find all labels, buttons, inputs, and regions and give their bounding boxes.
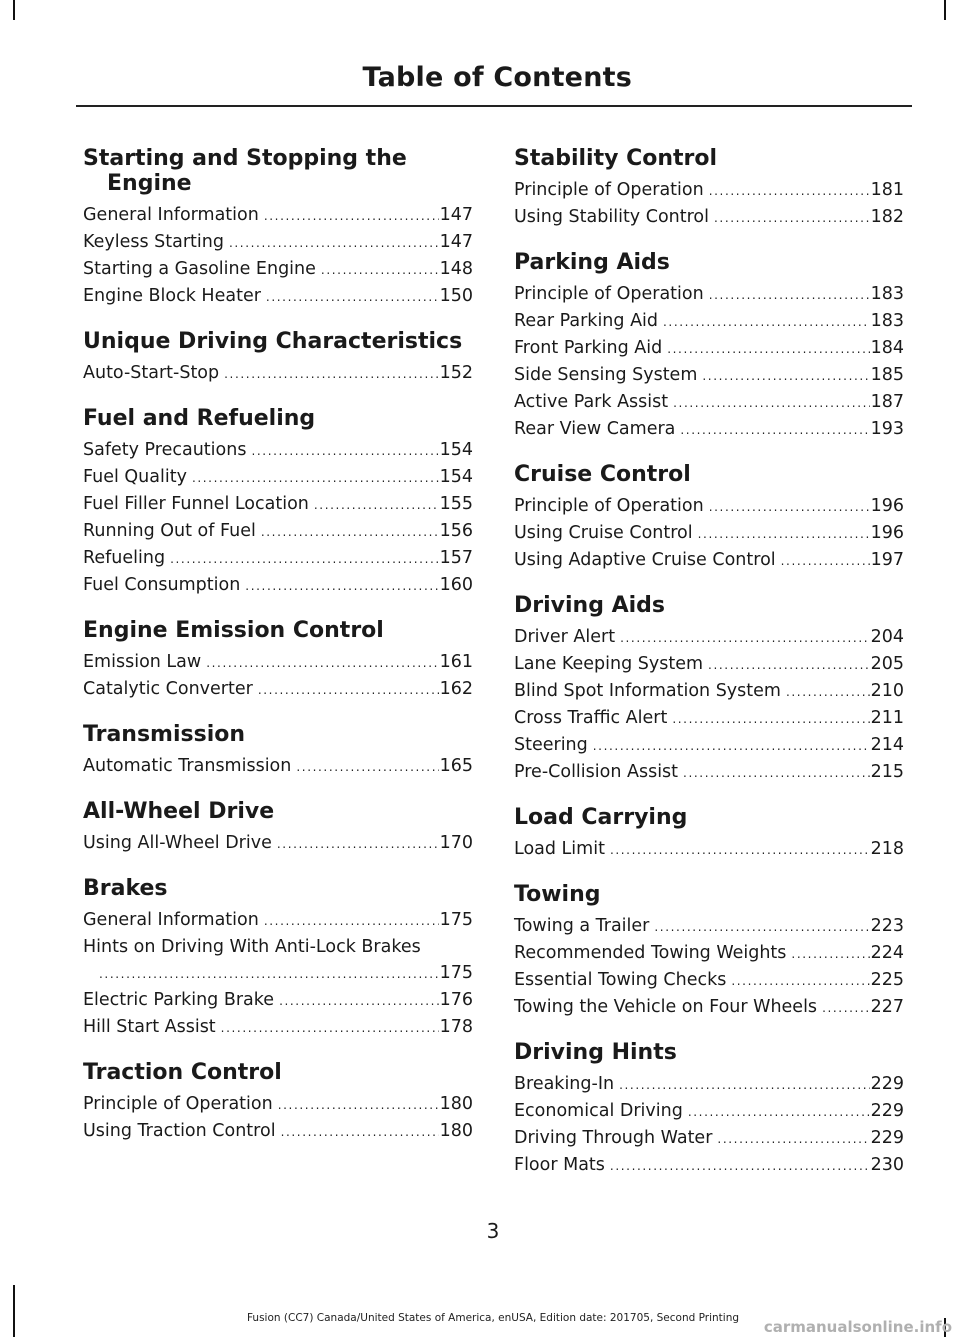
entry-label: Using Traction Control [83, 1121, 276, 1141]
dot-leader [251, 438, 438, 464]
section-heading: Driving Hints [514, 1040, 677, 1065]
section-heading: Parking Aids [514, 250, 670, 275]
entry-page-number: 205 [870, 654, 904, 674]
entry-page-number: 185 [870, 365, 904, 385]
dot-leader [672, 706, 869, 732]
toc-entry[interactable] [514, 1125, 904, 1152]
entry-label: Hill Start Assist [83, 1017, 216, 1037]
entry-page-number: 183 [870, 311, 904, 331]
entry-page-number: 180 [439, 1121, 473, 1141]
toc-entry[interactable] [514, 732, 904, 759]
dot-leader [717, 1126, 869, 1152]
toc-entry[interactable] [514, 493, 904, 520]
dot-leader [192, 465, 439, 491]
section-heading: Driving Aids [514, 593, 666, 618]
toc-section [514, 593, 904, 786]
dot-leader [673, 390, 869, 416]
entry-page-number: 170 [439, 833, 473, 853]
toc-entry[interactable] [514, 678, 904, 705]
toc-section [83, 799, 473, 857]
section-heading: Stability Control [514, 146, 718, 171]
entry-page-number: 180 [439, 1094, 473, 1114]
entry-label: Using All-Wheel Drive [83, 833, 272, 853]
entry-page-number: 229 [870, 1074, 904, 1094]
entry-label: Towing the Vehicle on Four Wheels [514, 997, 818, 1017]
entry-page-number: 182 [870, 207, 904, 227]
toc-section [83, 876, 473, 1041]
dot-leader [277, 831, 439, 857]
toc-entry[interactable] [83, 907, 473, 934]
toc-entry[interactable] [514, 362, 904, 389]
toc-entry[interactable] [83, 202, 473, 229]
dot-leader [264, 203, 439, 229]
section-heading: Traction Control [83, 1060, 282, 1085]
dot-leader [620, 625, 870, 651]
entry-label: Running Out of Fuel [83, 521, 256, 541]
entry-label: Keyless Starting [83, 232, 224, 252]
entry-page-number: 204 [870, 627, 904, 647]
section-heading: All-Wheel Drive [83, 799, 275, 824]
toc-entry[interactable] [514, 177, 904, 204]
dot-leader [321, 257, 439, 283]
entry-page-number: 223 [870, 916, 904, 936]
dot-leader [593, 733, 870, 759]
dot-leader [680, 417, 869, 443]
entry-label: Principle of Operation [514, 284, 704, 304]
entry-label: Driving Through Water [514, 1128, 713, 1148]
entry-page-number: 162 [439, 679, 473, 699]
crop-mark-top-left [13, 0, 15, 20]
dot-leader [314, 492, 439, 518]
dot-leader [610, 1153, 870, 1179]
toc-entry[interactable] [514, 705, 904, 732]
entry-label: Active Park Assist [514, 392, 669, 412]
dot-leader [822, 995, 870, 1021]
toc-section [514, 250, 904, 443]
entry-label: Principle of Operation [514, 180, 704, 200]
toc-section [83, 406, 473, 599]
entry-label: Breaking-In [514, 1074, 615, 1094]
toc-entry[interactable] [83, 676, 473, 703]
entry-page-number: 160 [439, 575, 473, 595]
toc-entry[interactable] [514, 651, 904, 678]
dot-leader [683, 760, 870, 786]
toc-entry[interactable] [514, 416, 904, 443]
toc-entry[interactable] [83, 753, 473, 780]
dot-leader [99, 961, 439, 987]
entry-page-number: 147 [439, 205, 473, 225]
entry-label: Steering [514, 735, 588, 755]
toc-section [514, 462, 904, 574]
entry-page-number: 227 [870, 997, 904, 1017]
toc-entry[interactable] [514, 940, 904, 967]
dot-leader [781, 548, 870, 574]
entry-page-number: 156 [439, 521, 473, 541]
dot-leader [791, 941, 869, 967]
toc-entry[interactable] [514, 836, 904, 863]
dot-leader [698, 521, 870, 547]
entry-label: Pre-Collision Assist [514, 762, 679, 782]
entry-page-number: 147 [439, 232, 473, 252]
toc-section [83, 618, 473, 703]
entry-page-number: 230 [870, 1155, 904, 1175]
entry-label: Principle of Operation [83, 1094, 273, 1114]
entry-label: Electric Parking Brake [83, 990, 275, 1010]
toc-entry[interactable] [83, 518, 473, 545]
footer-edition-info: Fusion (CC7) Canada/United States of America, enUSA, Edition date: 201705, Second Printing [246, 1312, 740, 1324]
dot-leader [702, 363, 869, 389]
section-heading: Fuel and Refueling [83, 406, 316, 431]
entry-page-number: 218 [870, 839, 904, 859]
toc-entry[interactable] [83, 830, 473, 857]
watermark-logo: carmanualsonline.info [763, 1318, 952, 1336]
entry-page-number: 193 [870, 419, 904, 439]
toc-entry[interactable] [83, 283, 473, 310]
entry-page-number: 178 [439, 1017, 473, 1037]
entry-label: Starting a Gasoline Engine [83, 259, 316, 279]
entry-page-number: 152 [439, 363, 473, 383]
entry-label: Economical Driving [514, 1101, 683, 1121]
toc-section [514, 1040, 904, 1179]
dot-leader [663, 309, 870, 335]
toc-entry[interactable] [514, 547, 904, 574]
dot-leader [654, 914, 869, 940]
toc-entry[interactable] [83, 256, 473, 283]
entry-label: Principle of Operation [514, 496, 704, 516]
entry-label: Blind Spot Information System [514, 681, 781, 701]
toc-entry[interactable] [514, 967, 904, 994]
entry-page-number: 165 [439, 756, 473, 776]
dot-leader [258, 677, 439, 703]
entry-label: Towing a Trailer [514, 916, 650, 936]
entry-page-number: 225 [870, 970, 904, 990]
crop-mark-bottom-left [13, 1285, 15, 1337]
entry-page-number: 161 [439, 652, 473, 672]
dot-leader [708, 652, 870, 678]
page-number: 3 [486, 1219, 500, 1243]
toc-entry[interactable] [83, 437, 473, 464]
toc-entry[interactable] [83, 649, 473, 676]
entry-page-number: 154 [439, 440, 473, 460]
dot-leader [229, 230, 439, 256]
entry-label: Automatic Transmission [83, 756, 292, 776]
entry-label: Using Adaptive Cruise Control [514, 550, 776, 570]
entry-label: Emission Law [83, 652, 202, 672]
section-heading: Starting and Stopping the Engine [83, 146, 407, 196]
toc-entry[interactable] [514, 308, 904, 335]
entry-page-number: 224 [870, 943, 904, 963]
entry-page-number: 196 [870, 496, 904, 516]
entry-page-number: 176 [439, 990, 473, 1010]
entry-page-number: 215 [870, 762, 904, 782]
toc-entry[interactable] [83, 229, 473, 256]
entry-label: General Information [83, 910, 259, 930]
entry-label: Fuel Quality [83, 467, 187, 487]
entry-label: Side Sensing System [514, 365, 698, 385]
dot-leader [206, 650, 438, 676]
entry-label: Catalytic Converter [83, 679, 253, 699]
toc-entry[interactable] [514, 994, 904, 1021]
section-heading: Unique Driving Characteristics [83, 329, 463, 354]
entry-page-number: 211 [870, 708, 904, 728]
entry-label: Driver Alert [514, 627, 616, 647]
entry-page-number: 154 [439, 467, 473, 487]
dot-leader [281, 1119, 439, 1145]
entry-label: Lane Keeping System [514, 654, 704, 674]
entry-page-number: 187 [870, 392, 904, 412]
section-heading: Brakes [83, 876, 168, 901]
toc-entry[interactable] [514, 520, 904, 547]
section-heading: Load Carrying [514, 805, 688, 830]
section-heading: Transmission [83, 722, 246, 747]
toc-left-column [83, 146, 473, 1164]
dot-leader [224, 361, 438, 387]
toc-entry[interactable] [514, 913, 904, 940]
toc-entry[interactable] [514, 759, 904, 786]
entry-page-number: 148 [439, 259, 473, 279]
entry-label: Safety Precautions [83, 440, 247, 460]
entry-label: Rear View Camera [514, 419, 676, 439]
toc-entry[interactable] [514, 1071, 904, 1098]
entry-label: Hints on Driving With Anti-Lock Brakes [83, 937, 421, 957]
toc-section [83, 1060, 473, 1145]
entry-label: Using Stability Control [514, 207, 709, 227]
dot-leader [709, 282, 870, 308]
page-title: Table of Contents [362, 62, 632, 93]
entry-label: Front Parking Aid [514, 338, 663, 358]
entry-page-number: 197 [870, 550, 904, 570]
dot-leader [296, 754, 438, 780]
entry-label: Floor Mats [514, 1155, 605, 1175]
dot-leader [266, 284, 439, 310]
section-heading: Engine Emission Control [83, 618, 384, 643]
entry-page-number: 150 [439, 286, 473, 306]
dot-leader [279, 988, 439, 1014]
toc-section [83, 146, 473, 310]
entry-page-number: 184 [870, 338, 904, 358]
entry-page-number: 210 [870, 681, 904, 701]
toc-section [514, 146, 904, 231]
toc-entry[interactable] [514, 1098, 904, 1125]
toc-entry[interactable] [83, 360, 473, 387]
entry-page-number: 181 [870, 180, 904, 200]
toc-section [514, 805, 904, 863]
dot-leader [278, 1092, 439, 1118]
dot-leader [619, 1072, 870, 1098]
entry-page-number: 196 [870, 523, 904, 543]
toc-section [83, 329, 473, 387]
dot-leader [221, 1015, 439, 1041]
toc-right-column [514, 146, 904, 1198]
entry-label: Essential Towing Checks [514, 970, 727, 990]
entry-label: Rear Parking Aid [514, 311, 659, 331]
toc-entry[interactable] [83, 1091, 473, 1118]
entry-label: Recommended Towing Weights [514, 943, 787, 963]
toc-entry[interactable] [83, 934, 473, 987]
dot-leader [261, 519, 439, 545]
toc-entry[interactable] [83, 572, 473, 599]
header-divider [76, 105, 912, 107]
entry-label: Fuel Filler Funnel Location [83, 494, 309, 514]
entry-label: General Information [83, 205, 259, 225]
dot-leader [610, 837, 870, 863]
entry-page-number: 175 [439, 963, 473, 983]
dot-leader [245, 573, 438, 599]
toc-entry[interactable] [83, 1014, 473, 1041]
dot-leader [786, 679, 870, 705]
dot-leader [170, 546, 439, 572]
toc-section [83, 722, 473, 780]
toc-entry[interactable] [83, 491, 473, 518]
entry-page-number: 229 [870, 1128, 904, 1148]
entry-label: Using Cruise Control [514, 523, 693, 543]
entry-page-number: 214 [870, 735, 904, 755]
dot-leader [709, 178, 870, 204]
toc-entry[interactable] [514, 1152, 904, 1179]
toc-entry[interactable] [514, 281, 904, 308]
toc-entry[interactable] [83, 545, 473, 572]
toc-entry[interactable] [514, 204, 904, 231]
section-heading: Towing [514, 882, 601, 907]
entry-label: Load Limit [514, 839, 605, 859]
toc-entry[interactable] [83, 1118, 473, 1145]
dot-leader [667, 336, 869, 362]
dot-leader [731, 968, 869, 994]
entry-label: Fuel Consumption [83, 575, 241, 595]
dot-leader [714, 205, 870, 231]
toc-entry[interactable] [83, 987, 473, 1014]
entry-label: Refueling [83, 548, 166, 568]
entry-page-number: 183 [870, 284, 904, 304]
section-heading: Cruise Control [514, 462, 691, 487]
entry-page-number: 229 [870, 1101, 904, 1121]
crop-mark-top-right [944, 0, 946, 20]
entry-page-number: 157 [439, 548, 473, 568]
toc-entry[interactable] [514, 624, 904, 651]
dot-leader [264, 908, 439, 934]
entry-label: Cross Traffic Alert [514, 708, 668, 728]
entry-label: Engine Block Heater [83, 286, 261, 306]
toc-entry[interactable] [83, 464, 473, 491]
entry-label: Auto-Start-Stop [83, 363, 220, 383]
entry-page-number: 155 [439, 494, 473, 514]
dot-leader [709, 494, 870, 520]
toc-entry[interactable] [514, 389, 904, 416]
toc-section [514, 882, 904, 1021]
toc-entry[interactable] [514, 335, 904, 362]
dot-leader [688, 1099, 870, 1125]
entry-page-number: 175 [439, 910, 473, 930]
